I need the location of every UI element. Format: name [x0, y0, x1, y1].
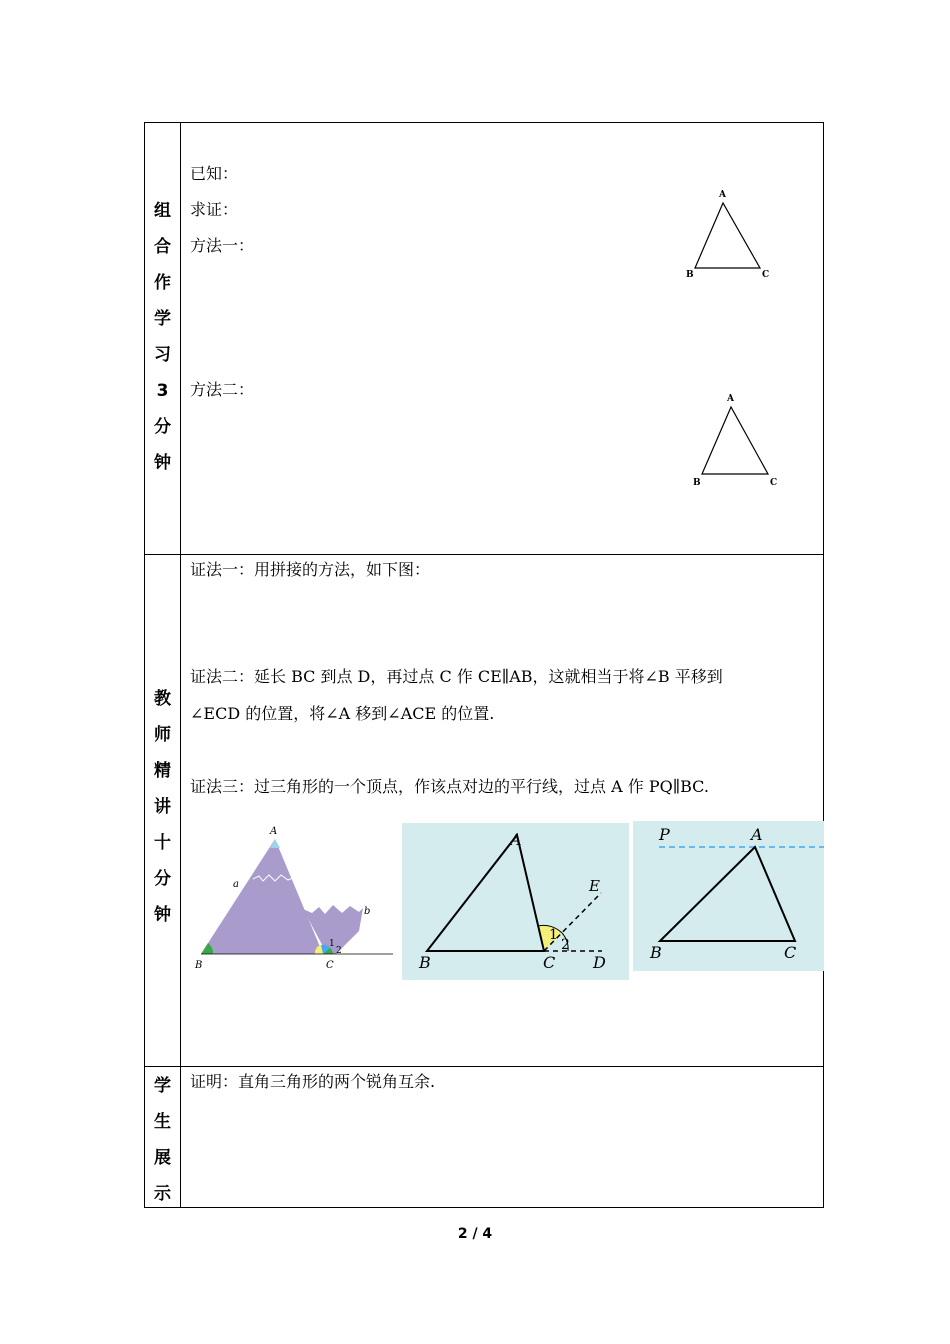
- prove-label: 求证：: [190, 200, 239, 219]
- side-label-group-study: [145, 193, 180, 481]
- row-divider: [145, 554, 823, 555]
- figure-extend-side: [402, 823, 629, 980]
- label-b: B: [650, 943, 662, 962]
- figure-cut-paste: [193, 821, 398, 981]
- figure-parallel-line: [633, 821, 824, 971]
- triangle-shape: [702, 407, 768, 474]
- angle-label-1: 1: [329, 939, 335, 949]
- side-char: 教: [154, 689, 171, 709]
- side-char: 精: [154, 761, 171, 781]
- student-proof-prompt: 证明：直角三角形的两个锐角互余.: [190, 1072, 436, 1091]
- label-piece-a: a: [233, 879, 239, 890]
- column-divider: [180, 123, 181, 1207]
- label-a: A: [751, 825, 763, 844]
- purple-triangle: [201, 839, 323, 954]
- triangle-figure-1: [680, 183, 790, 283]
- triangle-shape: [695, 203, 760, 268]
- label-c: C: [326, 960, 334, 971]
- angle-a-mark: [270, 839, 280, 848]
- given-label: 已知：: [190, 164, 239, 183]
- label-c: C: [543, 953, 556, 972]
- angle-label-1: 1: [549, 927, 558, 943]
- side-char: 讲: [154, 797, 171, 817]
- vertex-label-c: C: [770, 478, 778, 487]
- side-label-student-show: [145, 1068, 180, 1212]
- label-b: B: [419, 953, 431, 972]
- side-char: 生: [154, 1112, 171, 1132]
- method-two-label: 方法二：: [190, 380, 255, 399]
- side-char: 学: [154, 1076, 171, 1096]
- row-divider: [145, 1066, 823, 1067]
- angle-label-2: 2: [336, 946, 342, 956]
- side-char: 十: [154, 833, 171, 853]
- side-char: 示: [154, 1184, 171, 1204]
- proof-two-line2: ∠ECD 的位置，将∠A 移到∠ACE 的位置.: [190, 704, 495, 723]
- side-char: 习: [154, 345, 171, 365]
- angle-label-2: 2: [561, 937, 570, 953]
- side-char: 合: [154, 237, 171, 257]
- side-char: 钟: [154, 453, 171, 473]
- page-number: 2 / 4: [457, 1226, 493, 1242]
- label-c: C: [784, 943, 797, 962]
- label-piece-b: b: [364, 906, 371, 917]
- label-p: P: [659, 825, 670, 844]
- proof-two-line1: 证法二：延长 BC 到点 D，再过点 C 作 CE∥AB，这就相当于将∠B 平移到: [190, 667, 723, 686]
- side-char: 师: [154, 725, 171, 745]
- side-char: 展: [154, 1148, 171, 1168]
- vertex-label-b: B: [693, 478, 701, 487]
- vertex-label-a: A: [719, 190, 726, 200]
- triangle-figure-2: [685, 387, 795, 487]
- label-a: A: [510, 830, 522, 849]
- vertex-label-b: B: [686, 270, 694, 280]
- proof-method-two: [190, 658, 820, 732]
- side-char: 作: [154, 273, 171, 293]
- main-table: [144, 122, 824, 1208]
- label-e: E: [589, 877, 600, 895]
- side-char: 分: [154, 417, 171, 437]
- label-a: A: [270, 826, 278, 837]
- label-d: D: [593, 953, 606, 972]
- vertex-label-a: A: [727, 394, 734, 404]
- proof-method-one: 证法一：用拼接的方法，如下图：: [190, 560, 431, 579]
- side-label-teacher-lecture: [145, 681, 180, 933]
- side-char: 钟: [154, 905, 171, 925]
- side-char: 分: [154, 869, 171, 889]
- vertex-label-c: C: [762, 270, 770, 280]
- side-char: 学: [154, 309, 171, 329]
- side-char: 组: [154, 201, 171, 221]
- method-one-label: 方法一：: [190, 236, 255, 255]
- side-char: 3: [156, 381, 169, 401]
- label-b: B: [195, 960, 203, 971]
- proof-method-three: 证法三：过三角形的一个顶点，作该点对边的平行线，过点 A 作 PQ∥BC.: [190, 777, 709, 796]
